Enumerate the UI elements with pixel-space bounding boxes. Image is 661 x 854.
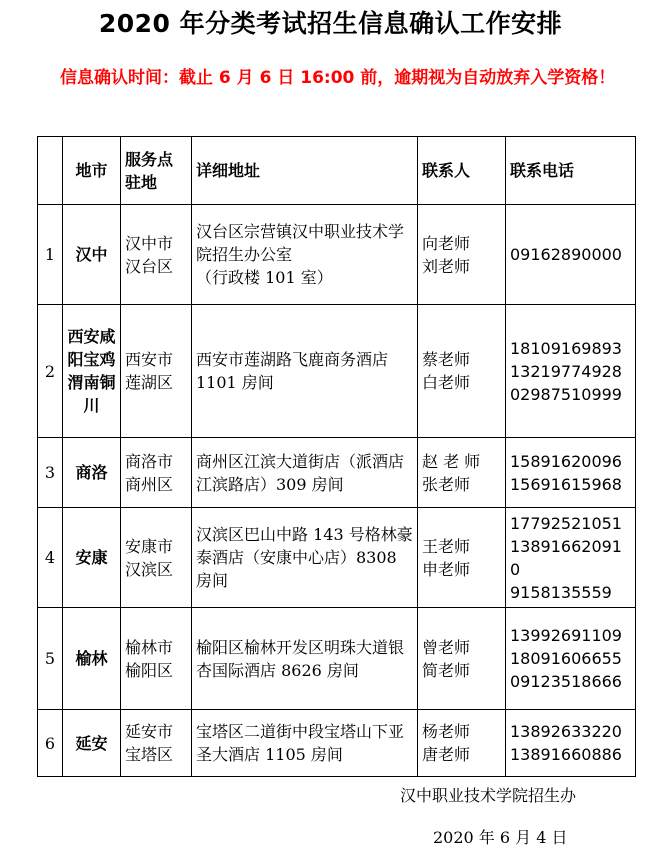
row-number: 2 — [38, 305, 63, 438]
row-city: 西安咸阳宝鸡渭南铜川 — [63, 305, 121, 438]
table-row — [38, 710, 636, 777]
table-row — [38, 438, 636, 508]
issue-date: 2020 年 6 月 4 日 — [433, 828, 568, 847]
row-city: 汉中 — [63, 205, 121, 305]
row-number: 1 — [38, 205, 63, 305]
row-contact: 向老师 刘老师 — [418, 205, 506, 305]
row-service-point: 汉中市 汉台区 — [121, 205, 192, 305]
row-phone: 17792521051 13891662091 0 9158135559 — [506, 508, 636, 608]
row-address: 汉滨区巴山中路 143 号格林豪泰酒店（安康中心店）8308 房间 — [192, 508, 418, 608]
row-contact: 蔡老师 白老师 — [418, 305, 506, 438]
row-address: 汉台区宗营镇汉中职业技术学院招生办公室 （行政楼 101 室） — [192, 205, 418, 305]
schedule-table — [37, 136, 636, 777]
row-service-point: 安康市 汉滨区 — [121, 508, 192, 608]
row-service-point: 延安市 宝塔区 — [121, 710, 192, 777]
row-number: 5 — [38, 608, 63, 710]
row-contact: 赵 老 师 张老师 — [418, 438, 506, 508]
row-number: 6 — [38, 710, 63, 777]
row-service-point: 榆林市 榆阳区 — [121, 608, 192, 710]
row-address: 榆阳区榆林开发区明珠大道银杏国际酒店 8626 房间 — [192, 608, 418, 710]
row-city: 榆林 — [63, 608, 121, 710]
row-phone: 18109169893 13219774928 02987510999 — [506, 305, 636, 438]
row-address: 宝塔区二道街中段宝塔山下亚圣大酒店 1105 房间 — [192, 710, 418, 777]
header-no — [38, 137, 63, 205]
row-address: 西安市莲湖路飞鹿商务酒店 1101 房间 — [192, 305, 418, 438]
row-contact: 杨老师 唐老师 — [418, 710, 506, 777]
row-phone: 13892633220 13891660886 — [506, 710, 636, 777]
row-city: 商洛 — [63, 438, 121, 508]
row-phone: 09162890000 — [506, 205, 636, 305]
header-service-point: 服务点驻地 — [121, 137, 192, 205]
row-service-point: 商洛市 商州区 — [121, 438, 192, 508]
header-address: 详细地址 — [192, 137, 418, 205]
header-city: 地市 — [63, 137, 121, 205]
deadline-notice: 信息确认时间：截止 6 月 6 日 16:00 前，逾期视为自动放弃入学资格！ — [60, 68, 616, 88]
row-contact: 王老师 申老师 — [418, 508, 506, 608]
row-phone: 13992691109 18091606655 09123518666 — [506, 608, 636, 710]
page-title: 2020 年分类考试招生信息确认工作安排 — [98, 9, 563, 38]
table-row — [38, 205, 636, 305]
header-phone: 联系电话 — [506, 137, 636, 205]
row-number: 4 — [38, 508, 63, 608]
issuer-name: 汉中职业技术学院招生办 — [400, 786, 577, 805]
table-header-row — [38, 137, 636, 205]
table-row — [38, 608, 636, 710]
row-address: 商州区江滨大道街店（派酒店江滨路店）309 房间 — [192, 438, 418, 508]
row-city: 安康 — [63, 508, 121, 608]
header-contact: 联系人 — [418, 137, 506, 205]
row-number: 3 — [38, 438, 63, 508]
row-city: 延安 — [63, 710, 121, 777]
table-row — [38, 508, 636, 608]
row-contact: 曾老师 简老师 — [418, 608, 506, 710]
row-service-point: 西安市 莲湖区 — [121, 305, 192, 438]
row-phone: 15891620096 15691615968 — [506, 438, 636, 508]
table-row — [38, 305, 636, 438]
